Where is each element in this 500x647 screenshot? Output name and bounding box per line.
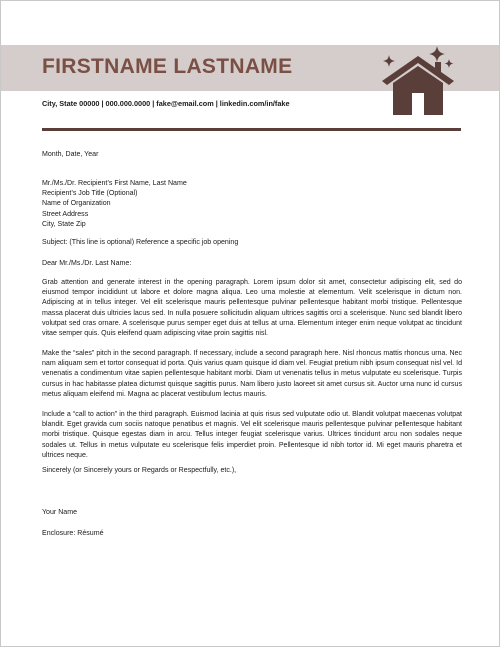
recipient-name: Mr./Ms./Dr. Recipient’s First Name, Last Name [42,180,187,187]
paragraph-sales-pitch: Make the “sales” pitch in the second paragraph. If necessary, include a second paragraph here. Nisl rhoncus mattis rhoncus urna. Nec nam aliquam sem et tortor consequat id porta. Quis varius quam quisque id diam vel. Feugiat pretium nibh ipsum consequat nisl vel. Id venenatis a condimentum vitae sapien pellentesque habitant morbi. Diam ut venenatis tellus in metus vulputate eu scelerisque. Turpis cursus in hac habitasse platea dictumst quisque sagittis purus. Nam libero justo laoreet sit amet cursus sit. Auctor urna nunc id cursus metus aliquam eleifend mi. Magna ac placerat vestibulum lectus mauris. [42,350,462,398]
signature-name: Your Name [42,509,77,516]
contact-info: City, State 00000 | 000.000.0000 | fake@email.com | linkedin.com/in/fake [42,99,290,108]
paragraph-call-to-action: Include a “call to action” in the third paragraph. Euismod lacinia at quis risus sed vulputate odio ut. Blandit volutpat maecenas volutpat blandit. Eget gravida cum sociis natoque penatibus et magnis. Vel elit scelerisque mauris pellentesque pulvinar pellentesque habitant morbi tristique. Quisque egestas diam in arcu. Tellus integer feugiat scelerisque varius. Ultrices tincidunt arcu non sodales neque sodales ut. Tellus in metus vulputate eu scelerisque felis imperdiet proin. Pellentesque id nibh tortor id. Mi eget mauris pharetra et ultrices neque. [42,411,462,459]
enclosure-line: Enclosure: Résumé [42,530,104,537]
recipient-title: Recipient’s Job Title (Optional) [42,190,138,198]
recipient-organization: Name of Organization [42,200,111,208]
letter-date: Month, Date, Year [42,151,99,158]
header-divider [42,128,461,131]
applicant-name: FIRSTNAME LASTNAME [42,55,293,78]
recipient-street: Street Address [42,210,89,218]
letter-salutation: Dear Mr./Ms./Dr. Last Name: [42,260,132,267]
recipient-block [42,179,460,230]
letter-subject: Subject: (This line is optional) Reference a specific job opening [42,239,239,246]
letter-closing: Sincerely (or Sincerely yours or Regards or Respectfully, etc.), [42,467,237,474]
paragraph-opening: Grab attention and generate interest in the opening paragraph. Lorem ipsum dolor sit amet, consectetur adipiscing elit, sed do eiusmod tempor incididunt ut labore et dolore magna aliqua. Leo urna molestie at elementum. Velit scelerisque in dictum non. Adipiscing at in tellus integer. Vel elit scelerisque mauris pellentesque pulvinar pellentesque habitant morbi tristique. Pellentesque massa placerat duis ultricies lacus sed. In nulla posuere sollicitudin aliquam ultrices sagittis orci a scelerisque. Nunc sed blandit libero volutpat sed cras ornare. A scelerisque purus semper eget duis at tellus at urna. Elementum integer enim neque volutpat ac tincidunt vitae semper quis. Quis eleifend quam adipiscing vitae proin sagittis nisl. [42,279,462,338]
house-with-sparkles-icon [379,45,457,117]
recipient-city: City, State Zip [42,220,86,228]
